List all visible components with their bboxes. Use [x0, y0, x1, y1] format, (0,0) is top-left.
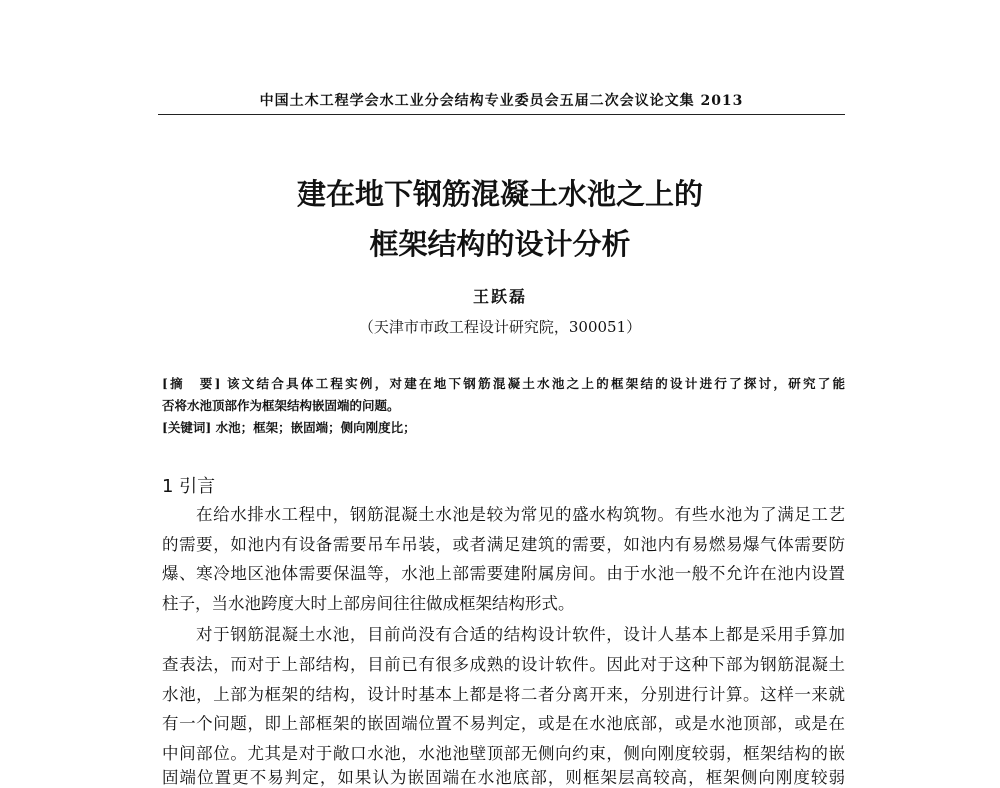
body-line: 爆、寒冷地区池体需要保温等，水池上部需要建附属房间。由于水池一般不允许在池内设置 [162, 564, 845, 583]
author: 王跃磊 [472, 287, 527, 306]
body-line: 的需要，如池内有设备需要吊车吊装，或者满足建筑的需要，如池内有易燃易爆气体需要防 [162, 535, 845, 554]
keywords: [关键词] 水池；框架；嵌固端；侧向刚度比； [162, 420, 416, 435]
section-heading: 1 引言 [162, 476, 216, 497]
body-line: 水池，上部为框架的结构，设计时基本上都是将二者分离开来，分别进行计算。这样一来就 [162, 685, 845, 704]
body-line: 中间部位。尤其是对于敞口水池，水池池壁顶部无侧向约束，侧向刚度较弱，框架结构的嵌 [162, 744, 845, 763]
body-line: 对于钢筋混凝土水池，目前尚没有合适的结构设计软件，设计人基本上都是采用手算加 [196, 625, 845, 644]
body-line: 柱子，当水池跨度大时上部房间往往做成框架结构形式。 [162, 594, 575, 613]
header-rule [158, 114, 845, 115]
body-line: 查表法，而对于上部结构，目前已有很多成熟的设计软件。因此对于这种下部为钢筋混凝土 [162, 655, 845, 674]
body-line: 有一个问题，即上部框架的嵌固端位置不易判定，或是在水池底部，或是水池顶部，或是在 [162, 714, 845, 733]
body-line: 在给水排水工程中，钢筋混凝土水池是较为常见的盛水构筑物。有些水池为了满足工艺 [196, 505, 845, 524]
running-header: 中国土木工程学会水工业分会结构专业委员会五届二次会议论文集 2013 [259, 93, 744, 109]
title-line-1: 建在地下钢筋混凝土水池之上的 [296, 177, 703, 211]
title-line-2: 框架结构的设计分析 [369, 227, 631, 261]
abstract-line: [摘 要] 该文结合具体工程实例，对建在地下钢筋混凝土水池之上的框架结的设计进行了探讨，研究了能 [162, 376, 845, 391]
abstract-line: 否将水池顶部作为框架结构嵌固端的问题。 [162, 398, 400, 413]
affiliation: （天津市市政工程设计研究院，300051） [358, 318, 642, 336]
body-line: 固端位置更不易判定，如果认为嵌固端在水池底部，则框架层高较高，框架侧向刚度较弱 [162, 768, 845, 787]
